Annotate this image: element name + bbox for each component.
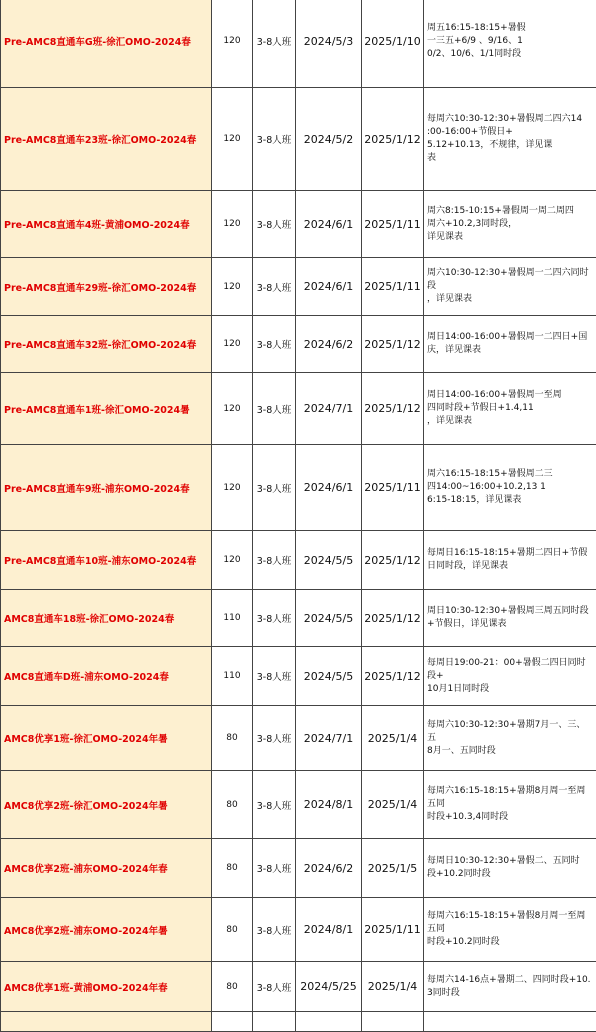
empty-cell (424, 1012, 596, 1032)
schedule-cell: 每周六14-16点+暑期二、四同时段+10. 3同时段 (424, 962, 596, 1012)
table-row (1, 258, 596, 316)
start-date-cell: 2024/5/5 (296, 647, 362, 706)
seats-cell: 120 (212, 88, 253, 191)
start-date-cell: 2024/8/1 (296, 771, 362, 839)
end-date-cell: 2025/1/12 (362, 590, 424, 647)
schedule-cell: 周六16:15-18:15+暑假周二三 四14:00~16:00+10.2,13 1 6:15-18:15，详见课表 (424, 445, 596, 531)
class-name-cell: AMC8直通车D班-浦东OMO-2024春 (1, 647, 212, 706)
class-name-cell: Pre-AMC8直通车4班-黄浦OMO-2024春 (1, 191, 212, 258)
schedule-cell: 周六10:30-12:30+暑假周一二四六同时段 ，详见课表 (424, 258, 596, 316)
end-date-cell: 2025/1/11 (362, 445, 424, 531)
schedule-cell: 每周日16:15-18:15+暑期二四日+节假 日同时段，详见课表 (424, 531, 596, 590)
start-date-cell: 2024/8/1 (296, 898, 362, 962)
class-name-cell: Pre-AMC8直通车10班-浦东OMO-2024春 (1, 531, 212, 590)
table-row (1, 590, 596, 647)
end-date-cell: 2025/1/11 (362, 258, 424, 316)
class-name-cell: Pre-AMC8直通车G班-徐汇OMO-2024春 (1, 0, 212, 88)
table-row (1, 898, 596, 962)
start-date-cell: 2024/5/2 (296, 88, 362, 191)
start-date-cell: 2024/6/1 (296, 258, 362, 316)
seats-cell: 110 (212, 647, 253, 706)
class-size-cell: 3-8人班 (253, 316, 296, 373)
start-date-cell: 2024/6/2 (296, 316, 362, 373)
class-name-cell: AMC8优享1班-徐汇OMO-2024年暑 (1, 706, 212, 771)
schedule-cell: 每周六10:30-12:30+暑假周二四六14 :00-16:00+节假日+ 5.12+10.13，不规律，详见课 表 (424, 88, 596, 191)
table-row (1, 316, 596, 373)
seats-cell: 120 (212, 531, 253, 590)
class-size-cell: 3-8人班 (253, 191, 296, 258)
class-name-cell: Pre-AMC8直通车32班-徐汇OMO-2024春 (1, 316, 212, 373)
start-date-cell: 2024/5/5 (296, 531, 362, 590)
start-date-cell: 2024/7/1 (296, 706, 362, 771)
table-row (1, 0, 596, 88)
start-date-cell: 2024/6/1 (296, 445, 362, 531)
table-row (1, 962, 596, 1012)
seats-cell: 120 (212, 316, 253, 373)
end-date-cell: 2025/1/4 (362, 771, 424, 839)
seats-cell: 120 (212, 445, 253, 531)
seats-cell: 80 (212, 771, 253, 839)
class-name-cell: Pre-AMC8直通车29班-徐汇OMO-2024春 (1, 258, 212, 316)
schedule-cell: 每周日10:30-12:30+暑假二、五同时 段+10.2同时段 (424, 839, 596, 898)
table-row (1, 839, 596, 898)
schedule-cell: 周五16:15-18:15+暑假 一三五+6/9 、9/16、1 0/2、10/6、1/1同时段 (424, 0, 596, 88)
table-row (1, 771, 596, 839)
empty-cell (362, 1012, 424, 1032)
schedule-cell: 每周日19:00-21：00+暑假二四日同时段+ 10月1日同时段 (424, 647, 596, 706)
empty-cell (1, 1012, 212, 1032)
class-name-cell: AMC8优享2班-浦东OMO-2024年春 (1, 839, 212, 898)
end-date-cell: 2025/1/12 (362, 88, 424, 191)
class-size-cell: 3-8人班 (253, 771, 296, 839)
schedule-cell: 每周六10:30-12:30+暑期7月一、三、五 8月一、五同时段 (424, 706, 596, 771)
class-name-cell: Pre-AMC8直通车1班-徐汇OMO-2024暑 (1, 373, 212, 445)
end-date-cell: 2025/1/12 (362, 647, 424, 706)
class-name-cell: AMC8优享1班-黄浦OMO-2024年春 (1, 962, 212, 1012)
class-size-cell: 3-8人班 (253, 373, 296, 445)
class-size-cell: 3-8人班 (253, 590, 296, 647)
class-size-cell: 3-8人班 (253, 445, 296, 531)
class-name-cell: Pre-AMC8直通车23班-徐汇OMO-2024春 (1, 88, 212, 191)
class-size-cell: 3-8人班 (253, 88, 296, 191)
schedule-cell: 周日14:00-16:00+暑假周一至周 四同时段+节假日+1.4,11 ，详见课表 (424, 373, 596, 445)
class-size-cell: 3-8人班 (253, 839, 296, 898)
table-row (1, 647, 596, 706)
end-date-cell: 2025/1/12 (362, 316, 424, 373)
table-body (1, 0, 596, 1032)
table-row (1, 706, 596, 771)
class-name-cell: AMC8优享2班-浦东OMO-2024年暑 (1, 898, 212, 962)
end-date-cell: 2025/1/11 (362, 898, 424, 962)
seats-cell: 120 (212, 0, 253, 88)
seats-cell: 80 (212, 898, 253, 962)
class-size-cell: 3-8人班 (253, 647, 296, 706)
table-row (1, 373, 596, 445)
start-date-cell: 2024/5/25 (296, 962, 362, 1012)
schedule-cell: 周日14:00-16:00+暑假周一二四日+国 庆，详见课表 (424, 316, 596, 373)
table-row (1, 191, 596, 258)
empty-cell (212, 1012, 253, 1032)
class-name-cell: AMC8直通车18班-徐汇OMO-2024春 (1, 590, 212, 647)
class-size-cell: 3-8人班 (253, 0, 296, 88)
table-row (1, 445, 596, 531)
seats-cell: 80 (212, 706, 253, 771)
end-date-cell: 2025/1/10 (362, 0, 424, 88)
end-date-cell: 2025/1/4 (362, 706, 424, 771)
class-size-cell: 3-8人班 (253, 898, 296, 962)
end-date-cell: 2025/1/4 (362, 962, 424, 1012)
class-size-cell: 3-8人班 (253, 531, 296, 590)
end-date-cell: 2025/1/12 (362, 373, 424, 445)
seats-cell: 120 (212, 373, 253, 445)
seats-cell: 110 (212, 590, 253, 647)
schedule-cell: 每周六16:15-18:15+暑期8月周一至周五同 时段+10.3,4同时段 (424, 771, 596, 839)
seats-cell: 80 (212, 839, 253, 898)
class-size-cell: 3-8人班 (253, 258, 296, 316)
end-date-cell: 2025/1/12 (362, 531, 424, 590)
class-name-cell: AMC8优享2班-徐汇OMO-2024年暑 (1, 771, 212, 839)
table-row (1, 531, 596, 590)
empty-cell (296, 1012, 362, 1032)
schedule-cell: 周日10:30-12:30+暑假周三周五同时段 +节假日，详见课表 (424, 590, 596, 647)
schedule-cell: 周六8:15-10:15+暑假周一周二周四 周六+10.2,3同时段， 详见课表 (424, 191, 596, 258)
start-date-cell: 2024/7/1 (296, 373, 362, 445)
table-row (1, 1012, 596, 1032)
class-size-cell: 3-8人班 (253, 962, 296, 1012)
class-size-cell: 3-8人班 (253, 706, 296, 771)
table-row (1, 88, 596, 191)
schedule-cell: 每周六16:15-18:15+暑假8月周一至周五同 时段+10.2同时段 (424, 898, 596, 962)
end-date-cell: 2025/1/11 (362, 191, 424, 258)
start-date-cell: 2024/5/5 (296, 590, 362, 647)
start-date-cell: 2024/6/2 (296, 839, 362, 898)
seats-cell: 120 (212, 258, 253, 316)
seats-cell: 80 (212, 962, 253, 1012)
class-name-cell: Pre-AMC8直通车9班-浦东OMO-2024春 (1, 445, 212, 531)
empty-cell (253, 1012, 296, 1032)
start-date-cell: 2024/5/3 (296, 0, 362, 88)
start-date-cell: 2024/6/1 (296, 191, 362, 258)
seats-cell: 120 (212, 191, 253, 258)
end-date-cell: 2025/1/5 (362, 839, 424, 898)
